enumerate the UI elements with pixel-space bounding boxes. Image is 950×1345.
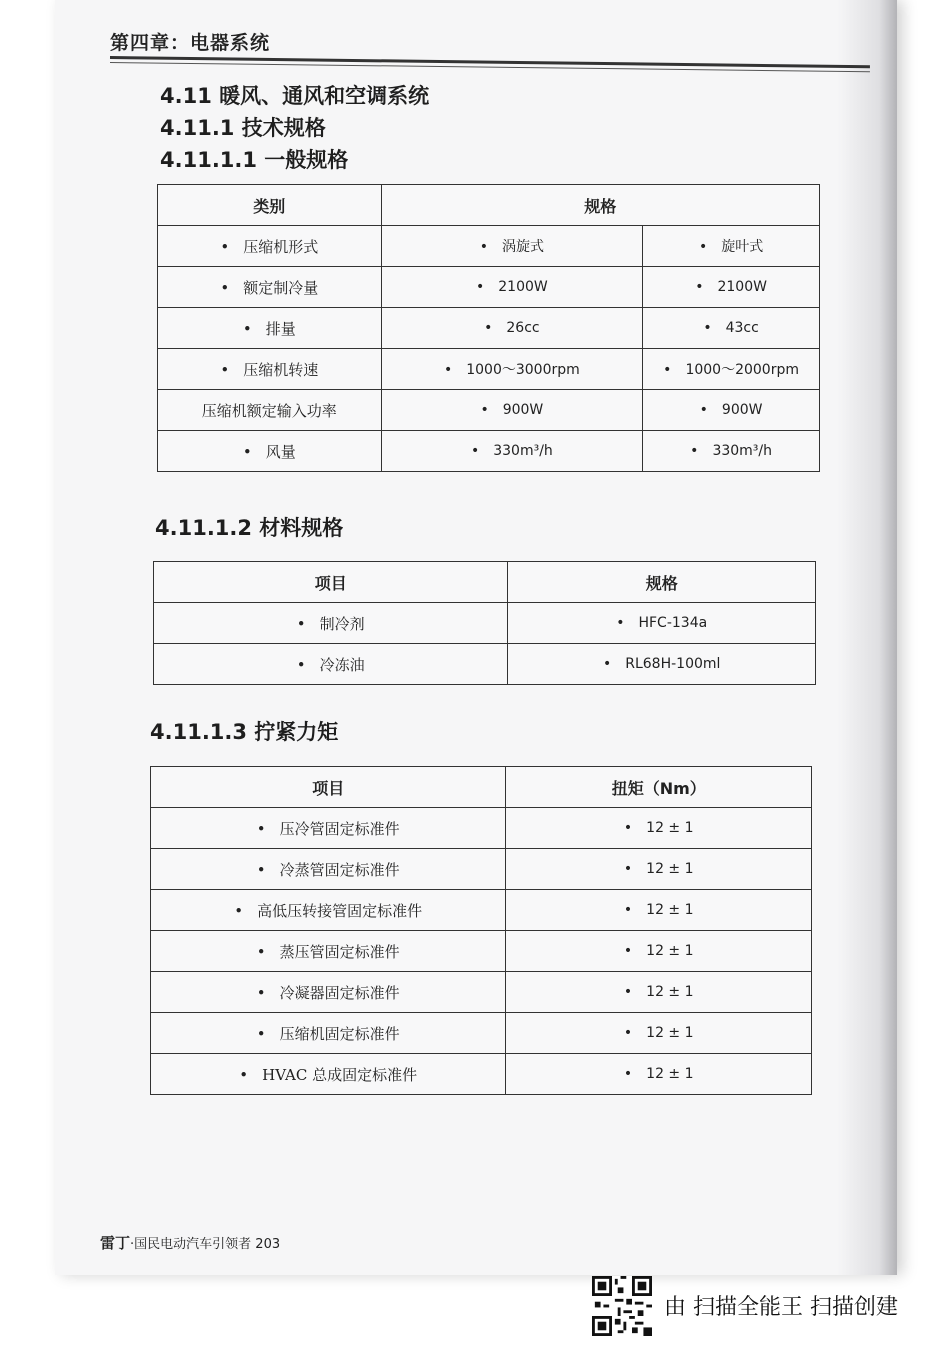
value: RL68H-100ml	[625, 656, 721, 672]
qr-code-icon	[592, 1276, 652, 1336]
bullet-icon: •	[479, 239, 488, 255]
value: HFC-134a	[638, 615, 708, 631]
value-cell	[643, 267, 820, 308]
col-header-item: 项目	[151, 767, 506, 808]
row-label: 冷冻油	[319, 655, 365, 674]
table-row	[151, 849, 812, 890]
value-cell	[381, 308, 643, 349]
value: 12 ± 1	[646, 1025, 694, 1041]
row-label: 制冷剂	[319, 614, 365, 633]
bullet-icon: •	[623, 861, 633, 877]
value: 2100W	[717, 279, 767, 295]
row-label-cell	[158, 267, 382, 308]
table-row	[154, 603, 816, 644]
value-cell	[506, 1013, 812, 1054]
material-spec-table	[153, 561, 816, 685]
table-row	[158, 349, 820, 390]
col-header-spec: 规格	[508, 562, 816, 603]
bullet-icon: •	[623, 902, 633, 918]
row-label: 排量	[265, 319, 296, 338]
bullet-icon: •	[242, 442, 252, 461]
row-label: 冷蒸管固定标准件	[279, 860, 400, 879]
value: 43cc	[725, 320, 759, 336]
value: 1000～2000rpm	[685, 362, 799, 378]
table-row	[158, 308, 820, 349]
bullet-icon: •	[695, 279, 704, 295]
value: 330m³/h	[712, 443, 772, 459]
value: 330m³/h	[493, 443, 553, 459]
general-spec-heading: 4.11.1.1 一般规格	[160, 148, 349, 172]
table-row	[151, 931, 812, 972]
bullet-icon: •	[220, 278, 230, 297]
value: 12 ± 1	[646, 902, 694, 918]
row-label-cell	[151, 849, 506, 890]
bullet-icon: •	[234, 901, 244, 920]
bullet-icon: •	[623, 984, 633, 1000]
value: 12 ± 1	[646, 820, 694, 836]
row-label: 压冷管固定标准件	[279, 819, 400, 838]
row-label-cell	[158, 431, 382, 472]
value-cell	[506, 1054, 812, 1095]
bullet-icon: •	[602, 656, 612, 672]
value-cell	[506, 849, 812, 890]
subsection-heading: 4.11.1 技术规格	[160, 116, 326, 140]
bullet-icon: •	[475, 279, 485, 295]
bullet-icon: •	[480, 402, 489, 418]
bullet-icon: •	[623, 1025, 633, 1041]
value: 26cc	[506, 320, 540, 336]
bullet-icon: •	[443, 362, 453, 378]
page-footer	[100, 1232, 280, 1253]
row-label: 压缩机固定标准件	[279, 1024, 400, 1043]
value-cell	[643, 431, 820, 472]
bullet-icon: •	[623, 820, 633, 836]
brand-logo-text: 雷丁	[100, 1234, 131, 1252]
row-label: 压缩机额定输入功率	[201, 401, 337, 420]
col-header-category: 类别	[158, 185, 382, 226]
section-heading: 4.11 暖风、通风和空调系统	[160, 84, 430, 108]
col-header-spec: 规格	[381, 185, 819, 226]
value-cell	[506, 890, 812, 931]
row-label: HVAC 总成固定标准件	[262, 1065, 418, 1084]
table-row	[151, 972, 812, 1013]
value-cell	[381, 390, 643, 431]
bullet-icon: •	[256, 983, 266, 1002]
table-row	[151, 890, 812, 931]
bullet-icon: •	[220, 360, 230, 379]
bullet-icon: •	[242, 319, 252, 338]
table-row	[151, 808, 812, 849]
bullet-icon: •	[690, 443, 699, 459]
bullet-icon: •	[698, 239, 708, 255]
value: 涡旋式	[502, 239, 544, 255]
bullet-icon: •	[256, 942, 266, 961]
row-label: 高低压转接管固定标准件	[257, 901, 423, 920]
value-cell	[506, 972, 812, 1013]
bullet-icon: •	[663, 362, 672, 378]
bullet-icon: •	[623, 943, 633, 959]
row-label: 风量	[265, 442, 296, 461]
row-label-cell	[158, 226, 382, 267]
page-number: 203	[255, 1237, 281, 1252]
footer-slogan: ·国民电动汽车引领者	[130, 1237, 252, 1252]
torque-spec-heading: 4.11.1.3 拧紧力矩	[150, 720, 339, 744]
general-spec-table	[157, 184, 820, 472]
chapter-header: 第四章：电器系统	[110, 32, 271, 54]
row-label-cell	[151, 972, 506, 1013]
bullet-icon: •	[239, 1065, 249, 1084]
material-spec-heading: 4.11.1.2 材料规格	[155, 516, 344, 540]
row-label-cell	[154, 644, 508, 685]
bullet-icon: •	[256, 819, 266, 838]
bullet-icon: •	[703, 320, 712, 336]
bullet-icon: •	[296, 655, 306, 674]
value-cell	[506, 931, 812, 972]
value: 12 ± 1	[646, 984, 694, 1000]
row-label-cell	[154, 603, 508, 644]
value-cell	[643, 349, 820, 390]
bullet-icon: •	[470, 443, 480, 459]
bullet-icon: •	[296, 614, 306, 633]
value: 900W	[721, 402, 763, 418]
torque-spec-table	[150, 766, 812, 1095]
value-cell	[508, 644, 816, 685]
bullet-icon: •	[256, 1024, 266, 1043]
row-label-cell	[151, 931, 506, 972]
row-label: 冷凝器固定标准件	[279, 983, 400, 1002]
value: 旋叶式	[721, 239, 764, 255]
col-header-torque: 扭矩（Nm）	[506, 767, 812, 808]
bullet-icon: •	[623, 1066, 633, 1082]
value-cell	[643, 308, 820, 349]
bullet-icon: •	[256, 860, 266, 879]
value-cell	[508, 603, 816, 644]
value: 2100W	[498, 279, 548, 295]
value-cell	[381, 349, 643, 390]
row-label-cell	[151, 1054, 506, 1095]
value-cell	[381, 267, 643, 308]
row-label-cell	[158, 349, 382, 390]
scanner-watermark: 由 扫描全能王 扫描创建	[664, 1295, 898, 1320]
value: 1000～3000rpm	[466, 362, 580, 378]
row-label: 压缩机形式	[243, 237, 319, 256]
row-label-cell	[151, 808, 506, 849]
row-label: 蒸压管固定标准件	[279, 942, 400, 961]
row-label: 压缩机转速	[243, 360, 319, 379]
table-row	[158, 390, 820, 431]
table-row	[158, 431, 820, 472]
row-label: 额定制冷量	[243, 278, 319, 297]
value-cell	[506, 808, 812, 849]
table-row	[151, 1054, 812, 1095]
value: 12 ± 1	[646, 861, 694, 877]
col-header-item: 项目	[154, 562, 508, 603]
value-cell	[643, 226, 820, 267]
row-label-cell	[158, 390, 382, 431]
table-row	[158, 226, 820, 267]
table-row	[151, 1013, 812, 1054]
table-row	[158, 267, 820, 308]
bullet-icon: •	[484, 320, 493, 336]
bullet-icon: •	[616, 615, 625, 631]
value: 12 ± 1	[646, 943, 694, 959]
row-label-cell	[158, 308, 382, 349]
table-row	[154, 644, 816, 685]
value-cell	[643, 390, 820, 431]
row-label-cell	[151, 1013, 506, 1054]
value-cell	[381, 226, 643, 267]
page-curl-shadow	[837, 0, 897, 1275]
value: 12 ± 1	[646, 1066, 694, 1082]
value-cell	[381, 431, 643, 472]
row-label-cell	[151, 890, 506, 931]
bullet-icon: •	[220, 237, 230, 256]
value: 900W	[502, 402, 544, 418]
bullet-icon: •	[699, 402, 708, 418]
